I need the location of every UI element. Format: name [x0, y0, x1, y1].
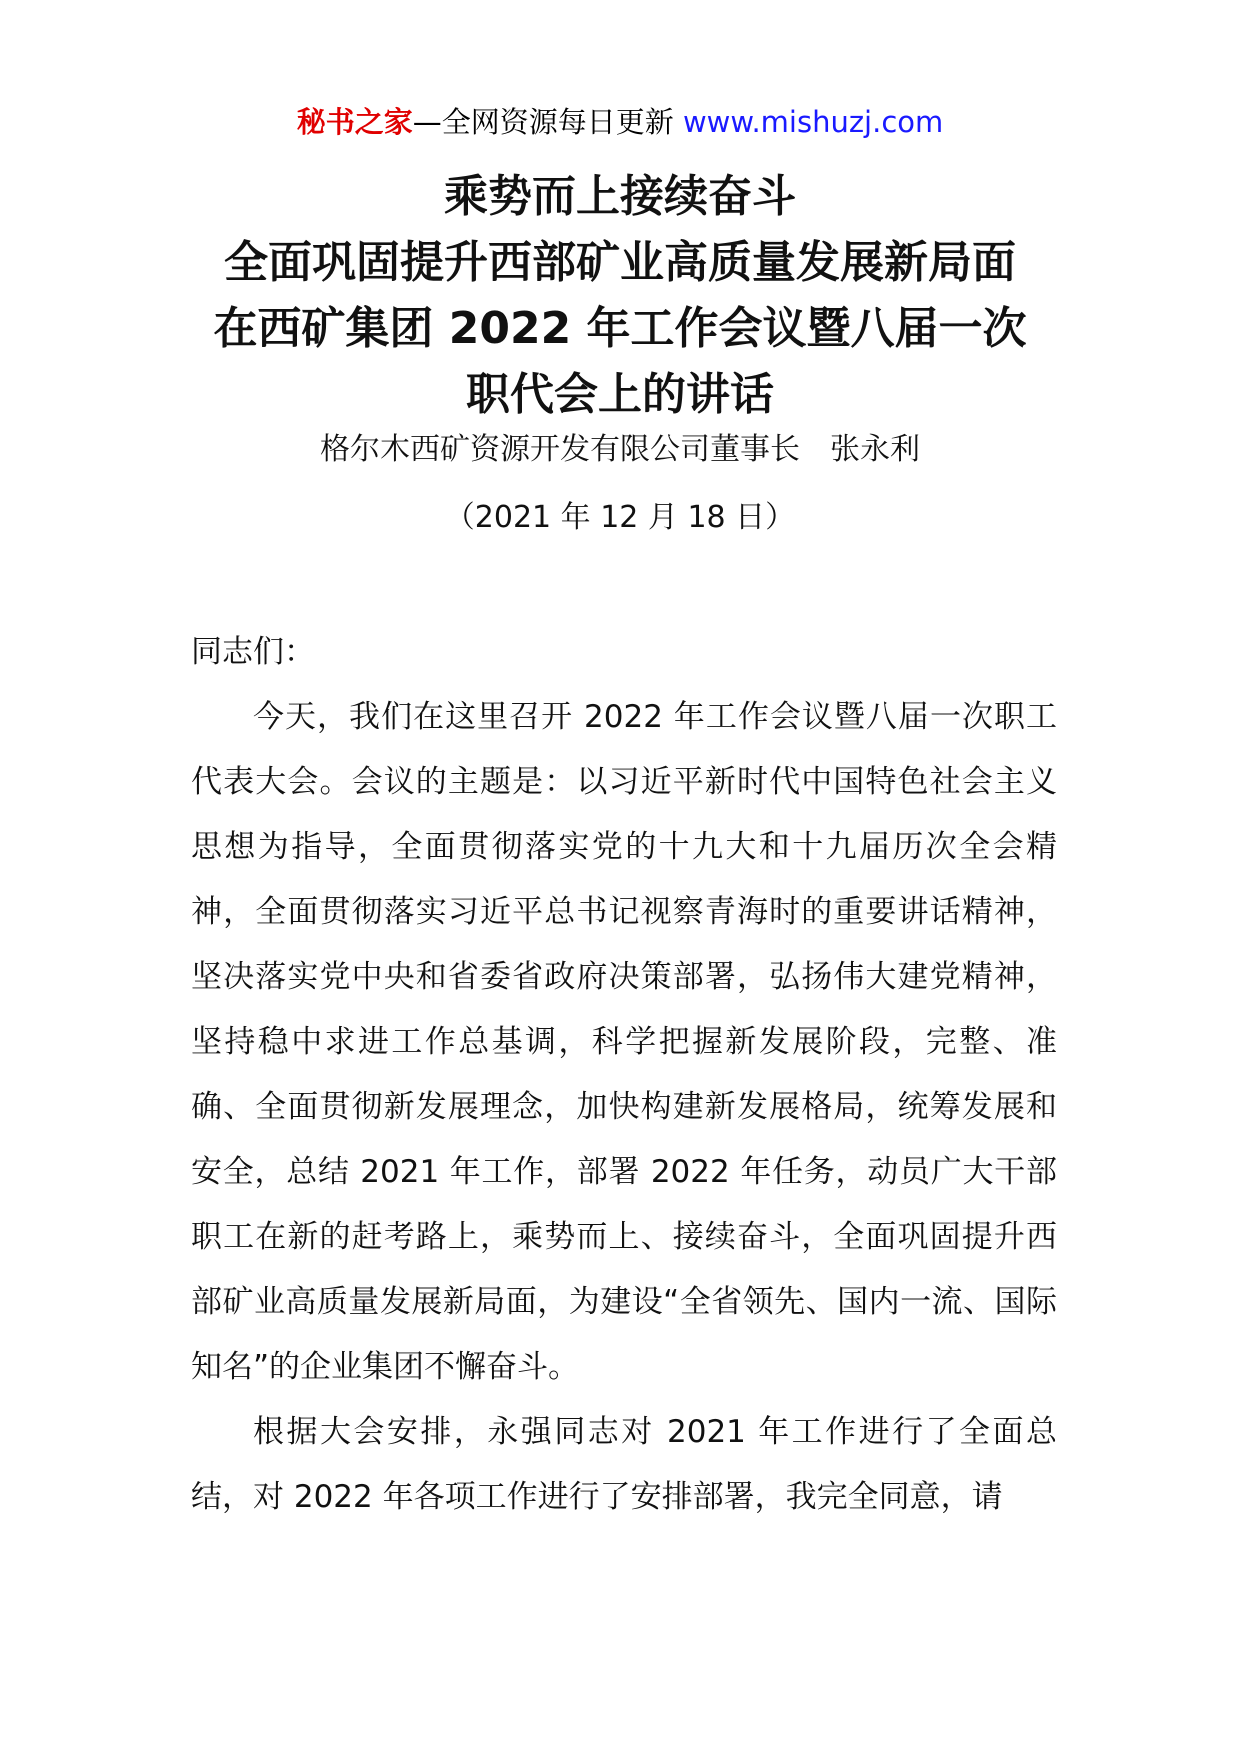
body-paragraph: 根据大会安排，永强同志对 2021 年工作进行了全面总结，对 2022 年各项工作进行了安排部署，我完全同意，请	[191, 1414, 1057, 1515]
title-line: 在西矿集团 2022 年工作会议暨八届一次	[213, 303, 1027, 354]
speech-date: （2021 年 12 月 18 日）	[444, 500, 796, 535]
salutation: 同志们：	[191, 634, 315, 670]
speech-body	[191, 620, 1057, 1530]
title-line: 职代会上的讲话	[466, 369, 774, 420]
title-line: 乘势而上接续奋斗	[444, 171, 796, 222]
brand-name: 秘书之家	[296, 105, 413, 139]
speaker-byline: 格尔木西矿资源开发有限公司董事长 张永利	[320, 432, 920, 467]
document-title	[0, 164, 1240, 428]
banner-tagline: —全网资源每日更新	[412, 105, 683, 139]
body-paragraph: 今天，我们在这里召开 2022 年工作会议暨八届一次职工代表大会。会议的主题是：以习近平新时代中国特色社会主义思想为指导，全面贯彻落实党的十九大和十九届历次全会精神，全面贯彻落实习近平总书记视察青海时的重要讲话精神，坚决落实党中央和省委省政府决策部署，弘扬伟大建党精神，坚持稳中求进工作总基调，科学把握新发展阶段，完整、准确、全面贯彻新发展理念，加快构建新发展格局，统筹发展和安全，总结 2021 年工作，部署 2022 年任务，动员广大干部职工在新的赶考路上，乘势而上、接续奋斗，全面巩固提升西部矿业高质量发展新局面，为建设“全省领先、国内一流、国际知名”的企业集团不懈奋斗。	[191, 699, 1057, 1385]
site-url-link[interactable]: www.mishuzj.com	[682, 105, 944, 139]
site-banner	[0, 100, 1240, 144]
title-line: 全面巩固提升西部矿业高质量发展新局面	[224, 237, 1016, 288]
